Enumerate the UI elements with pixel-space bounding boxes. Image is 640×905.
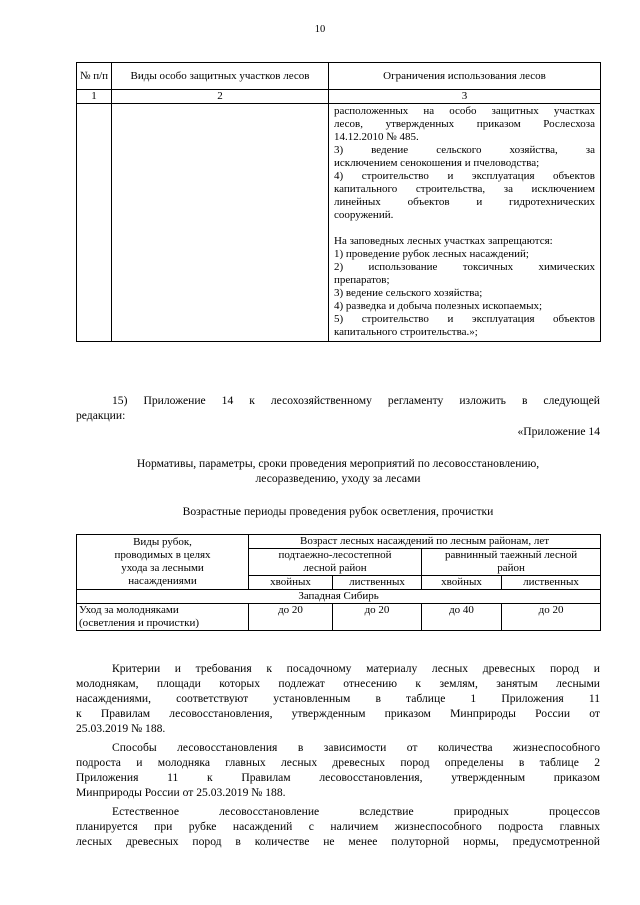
header-line: насаждениями [128,575,197,587]
header-line: проводимых в целях [114,549,211,561]
text-line: исключением сенокошения и пчеловодства; [334,157,540,169]
appendix-reference: «Приложение 14 [517,425,600,438]
row-label-line: (осветления и прочистки) [79,617,200,629]
region-label: Западная Сибирь [77,590,601,604]
text-line: лесов, утвержденных приказом Рослесхоза [334,118,595,130]
table-header-row [77,535,601,549]
table-row [77,604,601,631]
header-line: Виды рубок, [133,536,192,548]
amendment-line-1: 15) Приложение 14 к лесохозяйственному регламенту изложить в следующей [112,394,600,407]
text-line: сооружений. [334,209,394,221]
paragraph-1-line: насаждениями, соответствуют установленным в таблице 1 Приложения 11 [76,692,600,705]
row-label [77,604,249,631]
paragraph-1-line: к Правилам лесовосстановления, утвержденным приказом Минприроды России от [76,707,600,720]
text-line: На заповедных лесных участках запрещаются: [334,235,553,247]
paragraph-1-line: молоднякам, площади которых подлежат отнесению к землям, занятым лесными [76,677,600,690]
amendment-line-2: редакции: [76,409,126,422]
header-number: № п/п [77,63,112,90]
col-number-1: 1 [77,90,112,104]
age-periods-table [76,534,601,631]
header-species: лиственных [333,576,422,590]
text-line: 3) ведение сельского хозяйства, за [334,144,595,156]
value-cell: до 20 [249,604,333,631]
table2-title: Возрастные периоды проведения рубок осветления, прочистки [182,505,494,518]
row-label-line: Уход за молодняками [79,604,179,616]
value-cell: до 20 [333,604,422,631]
restrictions-table [76,62,601,342]
region-row [77,590,601,604]
empty-cell [112,104,329,342]
text-line: 3) ведение сельского хозяйства; [334,287,483,299]
section-title-line-1: Нормативы, параметры, сроки проведения мероприятий по лесовосстановлению, [136,457,540,470]
header-line: равнинный таежный лесной [444,549,578,561]
header-region-1 [249,549,422,576]
header-species: хвойных [422,576,502,590]
text-line: 4) строительство и эксплуатация объектов [334,170,595,182]
page-number: 10 [314,24,326,35]
header-line: ухода за лесными [121,562,204,574]
text-line: препаратов; [334,274,390,286]
paragraph-2-line: Минприроды России от 25.03.2019 № 188. [76,786,286,799]
header-region-2 [422,549,601,576]
header-plot-types: Виды особо защитных участков лесов [112,63,329,90]
text-line: 4) разведка и добыча полезных ископаемых; [334,300,543,312]
header-species: лиственных [502,576,601,590]
paragraph-2-line: Приложения 11 к Правилам лесовосстановления, утвержденным приказом [76,771,600,784]
header-line: район [497,562,525,574]
paragraph-2-line: Способы лесовосстановления в зависимости от количества жизнеспособного [112,741,600,754]
text-line: линейных объектов и гидротехнических [334,196,595,208]
text-line: 1) проведение рубок лесных насаждений; [334,248,529,260]
header-age: Возраст лесных насаждений по лесным районам, лет [249,535,601,549]
header-restrictions: Ограничения использования лесов [329,63,601,90]
table-header-row [77,63,601,90]
header-line: лесной район [303,562,367,574]
text-line: 2) использование токсичных химических [334,261,595,273]
table-row [77,104,601,342]
col-number-2: 2 [112,90,329,104]
text-line: капитального строительства, за исключением [334,183,595,195]
paragraph-3-line: планируется при рубке насаждений с наличием жизнеспособного подроста главных [76,820,600,833]
text-line: 14.12.2010 № 485. [334,131,419,143]
col-number-3: 3 [329,90,601,104]
paragraph-3-line: лесных древесных пород в количестве не менее полуторной нормы, предусмотренной [76,835,600,848]
text-line: 5) строительство и эксплуатация объектов [334,313,595,325]
header-cutting-types [77,535,249,590]
header-species: хвойных [249,576,333,590]
text-line: капитального строительства.»; [334,326,478,338]
column-numbers-row [77,90,601,104]
text-line: расположенных на особо защитных участках [334,105,595,117]
paragraph-2-line: подроста и молодняка главных лесных древесных пород определены в таблице 2 [76,756,600,769]
paragraph-1-line: 25.03.2019 № 188. [76,722,166,735]
restrictions-cell [329,104,601,342]
paragraph-3-line: Естественное лесовосстановление вследствие природных процессов [112,805,600,818]
value-cell: до 20 [502,604,601,631]
header-line: подтаежно-лесостепной [278,549,392,561]
paragraph-1-line: Критерии и требования к посадочному материалу лесных древесных пород и [112,662,600,675]
value-cell: до 40 [422,604,502,631]
empty-cell [77,104,112,342]
section-title-line-2: лесоразведению, уходу за лесами [255,472,421,485]
